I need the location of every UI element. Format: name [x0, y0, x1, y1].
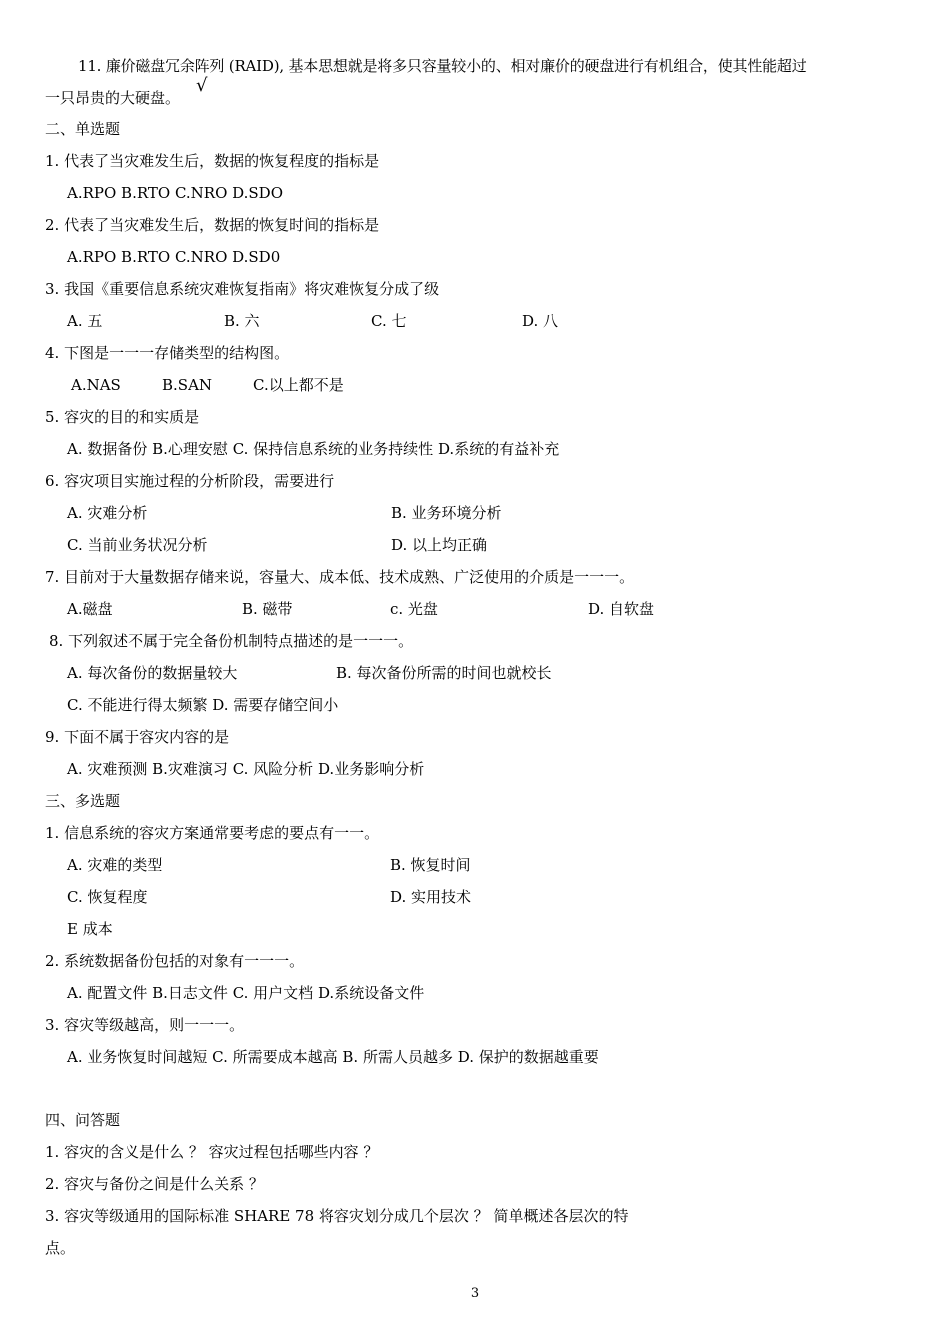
question-2-7-option-b: B. 磁带	[242, 600, 293, 618]
question-2-6-option-b: B. 业务环境分析	[391, 504, 502, 522]
question-2-6: 6. 容灾项目实施过程的分析阶段，需要进行	[45, 472, 335, 490]
question-2-1-options: A.RPO B.RTO C.NRO D.SDO	[67, 184, 283, 202]
question-2-6-option-a: A. 灾难分析	[67, 504, 148, 522]
question-2-4: 4. 下图是一一一存储类型的结构图。	[45, 344, 290, 362]
question-2-8-option-a: A. 每次备份的数据量较大	[67, 664, 238, 682]
question-2-3-option-d: D. 八	[522, 312, 559, 330]
question-2-6-option-d: D. 以上均正确	[391, 536, 488, 554]
question-3-3-options: A. 业务恢复时间越短 C. 所需要成本越高 B. 所需人员越多 D. 保护的数据越重要	[67, 1048, 599, 1066]
question-3-1: 1. 信息系统的容灾方案通常要考虑的要点有一一。	[45, 824, 380, 842]
question-3-1-option-d: D. 实用技术	[390, 888, 472, 906]
question-4-3-line1: 3. 容灾等级通用的国际标准 SHARE 78 将容灾划分成几个层次 ？ 简单概述各层次的特	[45, 1207, 629, 1225]
question-2-3-option-a: A. 五	[67, 312, 103, 330]
question-2-4-option-c: C.以上都不是	[253, 376, 344, 394]
question-3-1-option-e: E 成本	[67, 920, 113, 938]
question-2-3-option-b: B. 六	[224, 312, 260, 330]
section-heading-single-choice: 二、单选题	[45, 120, 121, 138]
page-number: 3	[470, 1286, 480, 1301]
question-4-3-line2: 点。	[45, 1239, 76, 1257]
question-3-1-option-c: C. 恢复程度	[67, 888, 148, 906]
question-2-7-option-a: A.磁盘	[67, 600, 113, 618]
question-2-7-option-d: D. 自软盘	[588, 600, 655, 618]
question-2-6-option-c: C. 当前业务状况分析	[67, 536, 208, 554]
item-11-line1: 11. 廉价磁盘冗余阵列 (RAID), 基本思想就是将多只容量较小的、相对廉价的硬盘进行有机组合，使其性能超过	[78, 57, 807, 75]
question-2-1: 1. 代表了当灾难发生后，数据的恢复程度的指标是	[45, 152, 380, 170]
question-2-3: 3. 我国《重要信息系统灾难恢复指南》将灾难恢复分成了级	[45, 280, 440, 298]
question-2-2: 2. 代表了当灾难发生后，数据的恢复时间的指标是	[45, 216, 380, 234]
question-2-3-option-c: C. 七	[371, 312, 407, 330]
question-2-2-options: A.RPO B.RTO C.NRO D.SD0	[67, 248, 281, 266]
question-2-4-option-b: B.SAN	[162, 376, 213, 394]
question-2-8-options-cd: C. 不能进行得太频繁 D. 需要存储空间小	[67, 696, 339, 714]
question-2-7-option-c: c. 光盘	[390, 600, 438, 618]
section-heading-qa: 四、问答题	[45, 1111, 121, 1129]
question-2-9: 9. 下面不属于容灾内容的是	[45, 728, 230, 746]
question-3-1-option-a: A. 灾难的类型	[67, 856, 163, 874]
item-11-line2: 一只昂贵的大硬盘。	[45, 89, 181, 107]
question-2-5: 5. 容灾的目的和实质是	[45, 408, 200, 426]
question-3-3: 3. 容灾等级越高，则一一一。	[45, 1016, 245, 1034]
question-2-4-option-a: A.NAS	[71, 376, 121, 394]
section-heading-multiple-choice: 三、多选题	[45, 792, 121, 810]
question-3-2: 2. 系统数据备份包括的对象有一一一。	[45, 952, 305, 970]
question-4-1: 1. 容灾的含义是什么 ？ 容灾过程包括哪些内容 ？	[45, 1143, 379, 1161]
question-4-2: 2. 容灾与备份之间是什么关系 ？	[45, 1175, 264, 1193]
question-2-9-options: A. 灾难预测 B.灾难演习 C. 风险分析 D.业务影响分析	[67, 760, 425, 778]
question-2-5-options: A. 数据备份 B.心理安慰 C. 保持信息系统的业务持续性 D.系统的有益补充	[67, 440, 560, 458]
question-3-2-options: A. 配置文件 B.日志文件 C. 用户文档 D.系统设备文件	[67, 984, 425, 1002]
question-3-1-option-b: B. 恢复时间	[390, 856, 471, 874]
check-mark-icon: √	[196, 75, 208, 96]
question-2-8-option-b: B. 每次备份所需的时间也就校长	[336, 664, 552, 682]
question-2-8: 8. 下列叙述不属于完全备份机制特点描述的是一一一。	[49, 632, 414, 650]
question-2-7: 7. 目前对于大量数据存储来说，容量大、成本低、技术成熟、广泛使用的介质是一一一。	[45, 568, 635, 586]
